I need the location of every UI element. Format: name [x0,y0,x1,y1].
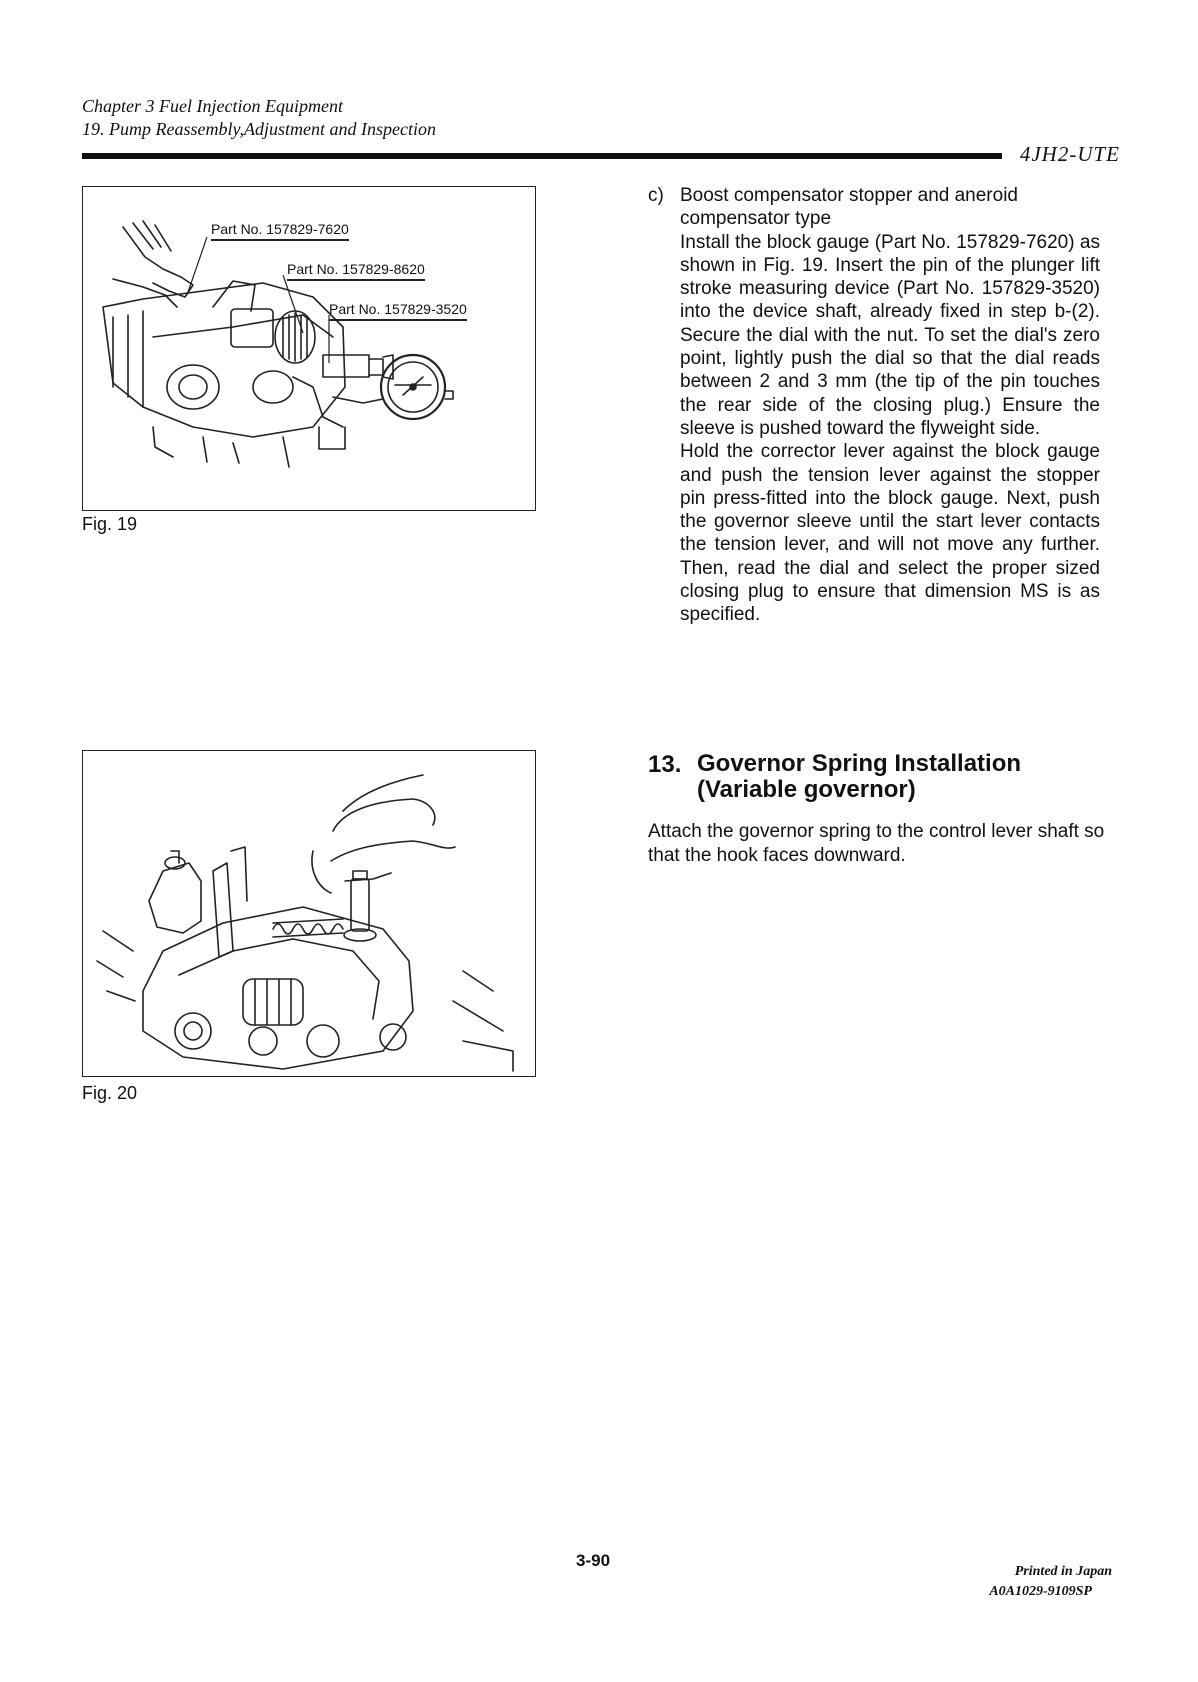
document-code: A0A1029-9109SP [989,1584,1092,1599]
part-label-8620: Part No. 157829-8620 [287,261,425,281]
printed-in-japan: Printed in Japan [1014,1564,1112,1579]
list-marker: c) [648,185,664,206]
header-rule [82,153,1002,159]
section-c-para1: Install the block gauge (Part No. 157829-7620) as shown in Fig. 19. Insert the pin of the plunger lift stroke measuring device (Part No. 157829-3520) into the device shaft, already fixed in step b-(2). Secure the dial with the nut. To set the dial's zero point, lightly push the dial so that the dial reads between 2 and 3 mm (the tip of the pin touches the rear side of the closing plug.) Ensure the sleeve is pushed toward the flyweight side. [680,231,1100,439]
governor-spring-drawing [83,751,535,1076]
page-number: 3-90 [576,1551,611,1570]
section-13-title-line1: Governor Spring Installation [697,750,1022,777]
chapter-title: Chapter 3 Fuel Injection Equipment [82,96,343,116]
section-13-title-line2: (Variable governor) [697,776,916,803]
section-13-number: 13. [648,751,682,778]
model-code: 4JH2-UTE [1019,142,1120,166]
section-title: 19. Pump Reassembly,Adjustment and Inspection [82,119,436,139]
section-c-para2: Hold the corrector lever against the block gauge and push the tension lever against the stopper pin press-fitted into the block gauge. Next, push the governor sleeve until the start lever contacts the tension lever, and will not move any further. Then, read the dial and select the proper sized closing plug to ensure that dimension MS is as specified. [680,441,1100,626]
fig19-illustration [82,186,536,511]
fig19-caption: Fig. 19 [82,514,138,534]
part-label-7620: Part No. 157829-7620 [211,221,349,241]
fig20-caption: Fig. 20 [82,1083,138,1103]
section-13-body: Attach the governor spring to the control lever shaft so that the hook faces downward. [648,821,1105,866]
fig20-illustration [82,750,536,1077]
section-13-title [697,751,1021,803]
part-label-3520: Part No. 157829-3520 [329,301,467,321]
section-c-title: Boost compensator stopper and aneroid compensator type [680,185,1018,230]
